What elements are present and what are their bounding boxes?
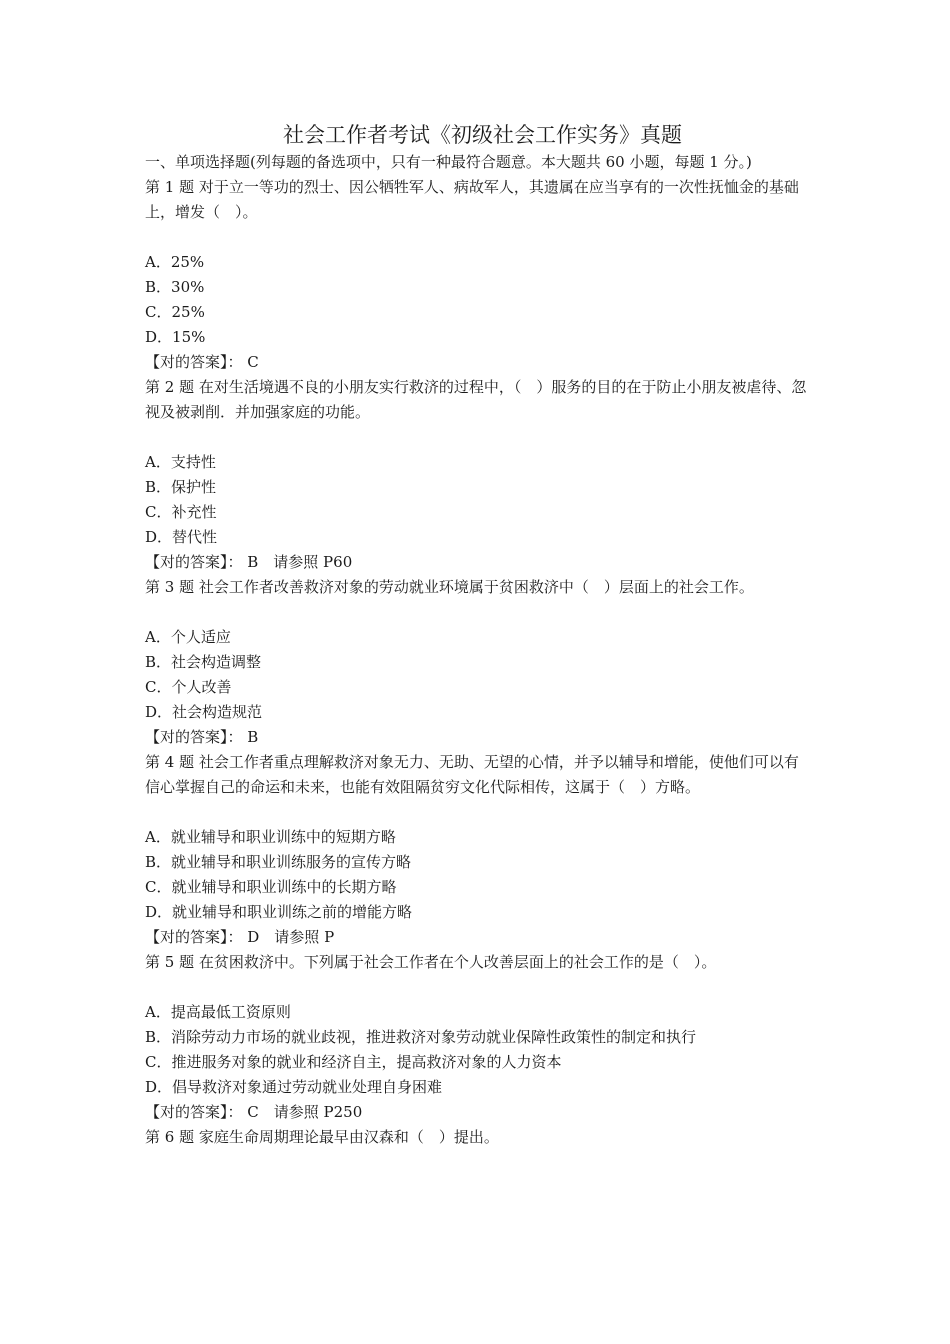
question-4 (145, 750, 810, 950)
section-header: 一、单项选择题(列每题的备选项中，只有一种最符合题意。本大题共 60 小题，每题 1 分。) (145, 153, 752, 171)
option-letter: D． (145, 528, 173, 546)
question-2 (145, 375, 810, 575)
option-c (145, 300, 810, 325)
option-letter: A． (145, 628, 171, 646)
option-text: 个人适应 (170, 628, 231, 646)
option-text: 25% (171, 303, 205, 321)
option-b (145, 475, 810, 500)
option-text: 消除劳动力市场的就业歧视，推进救济对象劳动就业保障性政策性的制定和执行 (171, 1028, 697, 1046)
option-text: 就业辅导和职业训练中的长期方略 (171, 878, 397, 896)
option-letter: C． (145, 1053, 172, 1071)
option-text: 保护性 (171, 478, 217, 496)
option-d (145, 700, 810, 725)
option-a (145, 450, 810, 475)
option-letter: C． (145, 503, 172, 521)
option-d (145, 1075, 810, 1100)
option-letter: C． (145, 303, 172, 321)
blank-line (145, 425, 810, 450)
question-5 (145, 950, 810, 1125)
blank-line (145, 800, 810, 825)
option-c (145, 1050, 810, 1075)
question-stem: 第 5 题 在贫困救济中。下列属于社会工作者在个人改善层面上的社会工作的是（ ）。 (145, 953, 717, 971)
option-letter: B． (145, 653, 172, 671)
option-b (145, 275, 810, 300)
option-letter: D． (145, 1078, 173, 1096)
option-a (145, 1000, 810, 1025)
question-3 (145, 575, 810, 750)
document-title: 社会工作者考试《初级社会工作实务》真题 (283, 123, 682, 147)
option-c (145, 675, 810, 700)
option-letter: A． (145, 453, 171, 471)
option-b (145, 850, 810, 875)
option-a (145, 250, 810, 275)
option-letter: B． (145, 478, 172, 496)
question-6 (145, 1125, 810, 1150)
option-text: 提高最低工资原则 (170, 1003, 291, 1021)
option-text: 25% (170, 253, 205, 271)
option-a (145, 825, 810, 850)
question-stem: 第 1 题 对于立一等功的烈士、因公牺牲军人、病故军人，其遗属在应当享有的一次性抚恤金的基础上，增发（ ）。 (145, 178, 799, 221)
option-letter: A． (145, 828, 171, 846)
option-letter: D． (145, 903, 173, 921)
option-text: 就业辅导和职业训练服务的宣传方略 (171, 853, 412, 871)
option-text: 替代性 (172, 528, 218, 546)
option-text: 支持性 (170, 453, 216, 471)
option-text: 30% (171, 278, 205, 296)
option-letter: D． (145, 703, 173, 721)
blank-line (145, 975, 810, 1000)
option-letter: B． (145, 1028, 172, 1046)
option-text: 补充性 (171, 503, 217, 521)
option-letter: A． (145, 253, 171, 271)
option-text: 推进服务对象的就业和经济自主，提高救济对象的人力资本 (171, 1053, 562, 1071)
option-c (145, 500, 810, 525)
option-c (145, 875, 810, 900)
question-1 (145, 175, 810, 375)
correct-answer: 【对的答案】： B (145, 728, 259, 746)
option-text: 15% (172, 328, 206, 346)
correct-answer: 【对的答案】： C (145, 353, 259, 371)
option-a (145, 625, 810, 650)
option-d (145, 525, 810, 550)
option-text: 个人改善 (171, 678, 232, 696)
option-letter: C． (145, 878, 172, 896)
question-stem: 第 6 题 家庭生命周期理论最早由汉森和（ ）提出。 (145, 1128, 499, 1146)
option-d (145, 900, 810, 925)
option-letter: C． (145, 678, 172, 696)
option-letter: A． (145, 1003, 171, 1021)
option-letter: D． (145, 328, 173, 346)
option-text: 就业辅导和职业训练之前的增能方略 (172, 903, 413, 921)
option-letter: B． (145, 278, 172, 296)
blank-line (145, 225, 810, 250)
option-b (145, 1025, 810, 1050)
option-text: 就业辅导和职业训练中的短期方略 (170, 828, 396, 846)
blank-line (145, 600, 810, 625)
option-text: 社会构造规范 (172, 703, 263, 721)
option-letter: B． (145, 853, 172, 871)
option-b (145, 650, 810, 675)
correct-answer: 【对的答案】： C 请参照 P250 (145, 1103, 363, 1121)
document-body (145, 120, 810, 1150)
question-stem: 第 2 题 在对生活境遇不良的小朋友实行救济的过程中，（ ）服务的目的在于防止小朋友被虐待、忽视及被剥削．并加强家庭的功能。 (145, 378, 807, 421)
question-stem: 第 4 题 社会工作者重点理解救济对象无力、无助、无望的心情，并予以辅导和增能，使他们可以有信心掌握自己的命运和未来，也能有效阻隔贫穷文化代际相传，这属于（ ）方略。 (145, 753, 799, 796)
correct-answer: 【对的答案】： D 请参照 P (145, 928, 335, 946)
option-text: 倡导救济对象通过劳动就业处理自身困难 (172, 1078, 443, 1096)
question-stem: 第 3 题 社会工作者改善救济对象的劳动就业环境属于贫困救济中（ ）层面上的社会工作。 (145, 578, 754, 596)
option-d (145, 325, 810, 350)
correct-answer: 【对的答案】： B 请参照 P60 (145, 553, 353, 571)
option-text: 社会构造调整 (171, 653, 262, 671)
